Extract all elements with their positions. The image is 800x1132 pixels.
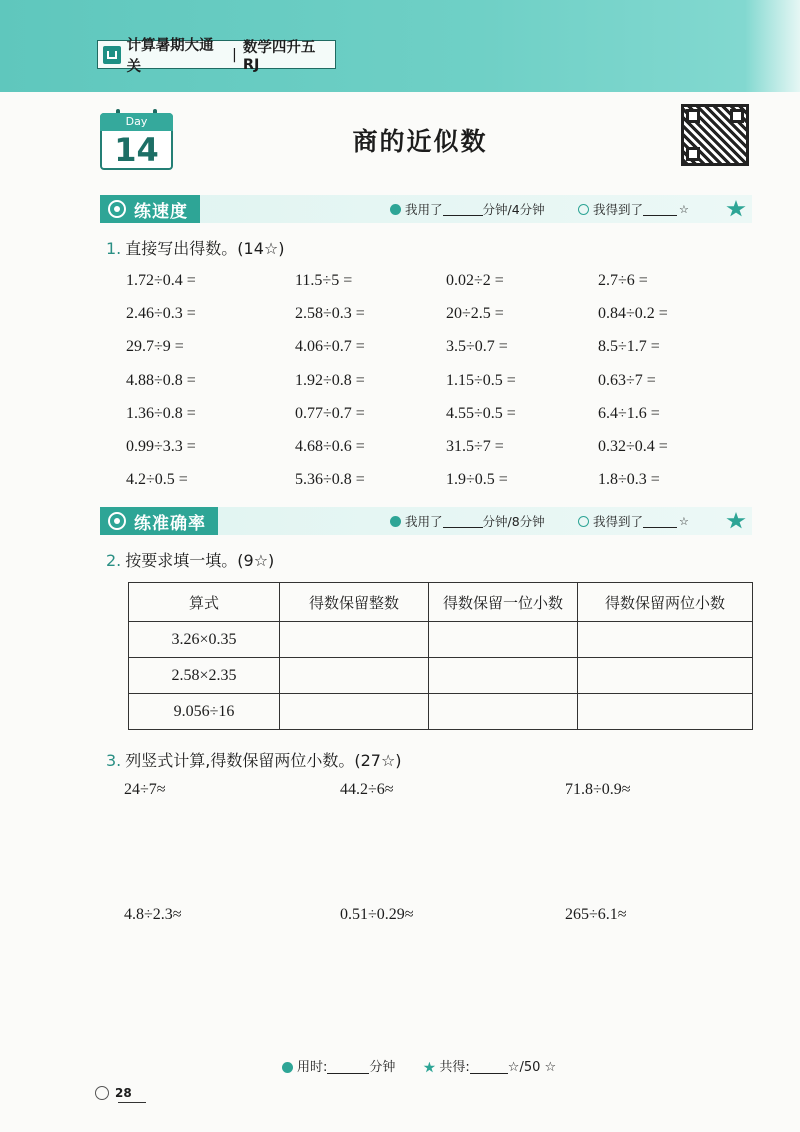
book-logo-icon <box>103 46 121 64</box>
oral-calc-item: 1.15÷0.5 = <box>446 371 516 389</box>
qr-code-icon[interactable] <box>681 104 749 166</box>
time-used-stat <box>390 195 545 223</box>
table-row <box>129 622 753 658</box>
drop-icon <box>390 204 401 215</box>
question-text: 按要求填一填。(9☆) <box>125 551 275 570</box>
time-used-blank[interactable] <box>443 203 483 216</box>
footer-time-blank[interactable] <box>327 1061 369 1074</box>
oral-calc-item: 1.9÷0.5 = <box>446 471 508 489</box>
oral-calc-item: 0.32÷0.4 = <box>598 438 668 455</box>
question-1-title <box>106 236 284 259</box>
section-accuracy-bar <box>100 507 752 535</box>
oral-calc-item: 0.84÷0.2 = <box>598 305 668 323</box>
header-two-decimal: 得数保留两位小数 <box>578 583 753 622</box>
answer-cell[interactable] <box>578 694 753 730</box>
rounding-table <box>128 582 753 730</box>
expression-cell: 9.056÷16 <box>129 694 280 730</box>
oral-calc-item: 2.7÷6 = <box>598 272 648 289</box>
series-header <box>97 37 336 75</box>
page-title: 商的近似数 <box>352 127 488 156</box>
small-star-icon: ☆ <box>679 514 689 528</box>
page-number-text: 28 <box>115 1086 132 1100</box>
question-text: 列竖式计算,得数保留两位小数。(27☆) <box>125 751 402 770</box>
header-separator: | <box>231 46 237 63</box>
star-icon <box>726 200 746 218</box>
time-used-blank[interactable] <box>443 515 483 528</box>
answer-cell[interactable] <box>429 658 578 694</box>
expression-cell: 2.58×2.35 <box>129 658 280 694</box>
vertical-calc-item: 4.8÷2.3≈ <box>124 906 182 923</box>
header-expression: 算式 <box>129 583 280 622</box>
score-label: 我得到了 <box>593 202 644 217</box>
footer-total-suffix: ☆/50 ☆ <box>507 1060 557 1075</box>
target-icon <box>108 512 126 530</box>
vertical-calc-item: 24÷7≈ <box>124 781 166 798</box>
header-one-decimal: 得数保留一位小数 <box>429 583 578 622</box>
section-accuracy-label: 练准确率 <box>134 513 206 534</box>
oral-calc-item: 20÷2.5 = <box>446 305 504 323</box>
footer-total-blank[interactable] <box>470 1061 508 1074</box>
oral-calc-item: 4.88÷0.8 = <box>126 371 196 389</box>
question-number: 3. <box>106 751 122 770</box>
question-2-title <box>106 548 274 571</box>
day-number: 14 <box>114 131 159 169</box>
drop-icon <box>390 516 401 527</box>
oral-calc-item: 6.4÷1.6 = <box>598 404 660 422</box>
section-speed-label: 练速度 <box>134 201 188 222</box>
question-number: 2. <box>106 551 122 570</box>
oral-calc-item: 3.5÷0.7 = <box>446 338 508 356</box>
oral-calc-item: 4.55÷0.5 = <box>446 404 516 422</box>
footer-time <box>282 1056 395 1075</box>
answer-cell[interactable] <box>280 658 429 694</box>
score-blank[interactable] <box>643 515 677 528</box>
footer-time-label: 用时: <box>297 1060 328 1075</box>
section-accuracy-tag <box>100 507 218 535</box>
time-used-label: 我用了 <box>405 514 443 529</box>
oral-calc-item: 1.72÷0.4 = <box>126 272 196 289</box>
question-number: 1. <box>106 239 122 258</box>
score-label: 我得到了 <box>593 514 644 529</box>
oral-calc-item: 8.5÷1.7 = <box>598 338 660 356</box>
oral-calc-item: 4.06÷0.7 = <box>295 338 365 356</box>
score-stat <box>578 195 689 223</box>
score-blank[interactable] <box>643 203 677 216</box>
star-icon <box>726 512 746 530</box>
answer-cell[interactable] <box>578 622 753 658</box>
vertical-calc-item: 265÷6.1≈ <box>565 906 627 923</box>
page-number <box>95 1086 132 1100</box>
oral-calc-item: 0.99÷3.3 = <box>126 438 196 455</box>
oral-calc-item: 4.2÷0.5 = <box>126 471 188 489</box>
clock-icon <box>282 1062 293 1073</box>
oral-calc-item: 1.92÷0.8 = <box>295 371 365 389</box>
stopwatch-icon <box>108 200 126 218</box>
oral-calc-item: 31.5÷7 = <box>446 438 504 455</box>
oral-calc-item: 0.63÷7 = <box>598 371 656 389</box>
footer-total <box>423 1056 556 1075</box>
table-header-row <box>129 583 753 622</box>
section-speed-bar <box>100 195 752 223</box>
expression-cell: 3.26×0.35 <box>129 622 280 658</box>
page-number-underline <box>118 1102 146 1103</box>
small-star-icon: ☆ <box>679 202 689 216</box>
oral-calc-item: 0.77÷0.7 = <box>295 404 365 422</box>
series-title: 计算暑期大通关 <box>126 37 214 75</box>
day-calendar-card <box>100 113 173 170</box>
section-speed-tag <box>100 195 200 223</box>
header-integer: 得数保留整数 <box>280 583 429 622</box>
oral-calc-item: 2.46÷0.3 = <box>126 305 196 323</box>
oral-calc-item: 11.5÷5 = <box>295 272 353 289</box>
vertical-calc-item: 71.8÷0.9≈ <box>565 781 631 798</box>
footer-time-unit: 分钟 <box>369 1060 396 1075</box>
time-used-suffix: 分钟/8分钟 <box>482 514 545 529</box>
oral-calc-item: 0.02÷2 = <box>446 272 504 289</box>
table-row <box>129 694 753 730</box>
oral-calc-item: 29.7÷9 = <box>126 338 184 356</box>
series-subtitle: 数学四升五 RJ <box>242 40 316 73</box>
time-used-stat <box>390 507 545 535</box>
star-icon <box>423 1062 435 1074</box>
sun-icon <box>95 1086 109 1100</box>
answer-cell[interactable] <box>280 694 429 730</box>
answer-cell[interactable] <box>578 658 753 694</box>
question-3-title <box>106 748 402 771</box>
footer-summary <box>282 1056 556 1075</box>
oral-calc-item: 1.8÷0.3 = <box>598 471 660 489</box>
day-label: Day <box>100 113 173 131</box>
question-text: 直接写出得数。(14☆) <box>125 239 285 258</box>
answer-cell[interactable] <box>280 622 429 658</box>
footer-total-label: 共得: <box>439 1060 470 1075</box>
oral-calc-item: 2.58÷0.3 = <box>295 305 365 323</box>
answer-cell[interactable] <box>429 694 578 730</box>
oral-calc-item: 4.68÷0.6 = <box>295 438 365 455</box>
vertical-calc-item: 44.2÷6≈ <box>340 781 394 798</box>
check-circle-icon <box>578 204 589 215</box>
time-used-label: 我用了 <box>405 202 443 217</box>
vertical-calc-item: 0.51÷0.29≈ <box>340 906 414 923</box>
table-row <box>129 658 753 694</box>
check-circle-icon <box>578 516 589 527</box>
oral-calc-item: 1.36÷0.8 = <box>126 404 196 422</box>
score-stat <box>578 507 689 535</box>
time-used-suffix: 分钟/4分钟 <box>482 202 545 217</box>
answer-cell[interactable] <box>429 622 578 658</box>
oral-calc-item: 5.36÷0.8 = <box>295 471 365 489</box>
